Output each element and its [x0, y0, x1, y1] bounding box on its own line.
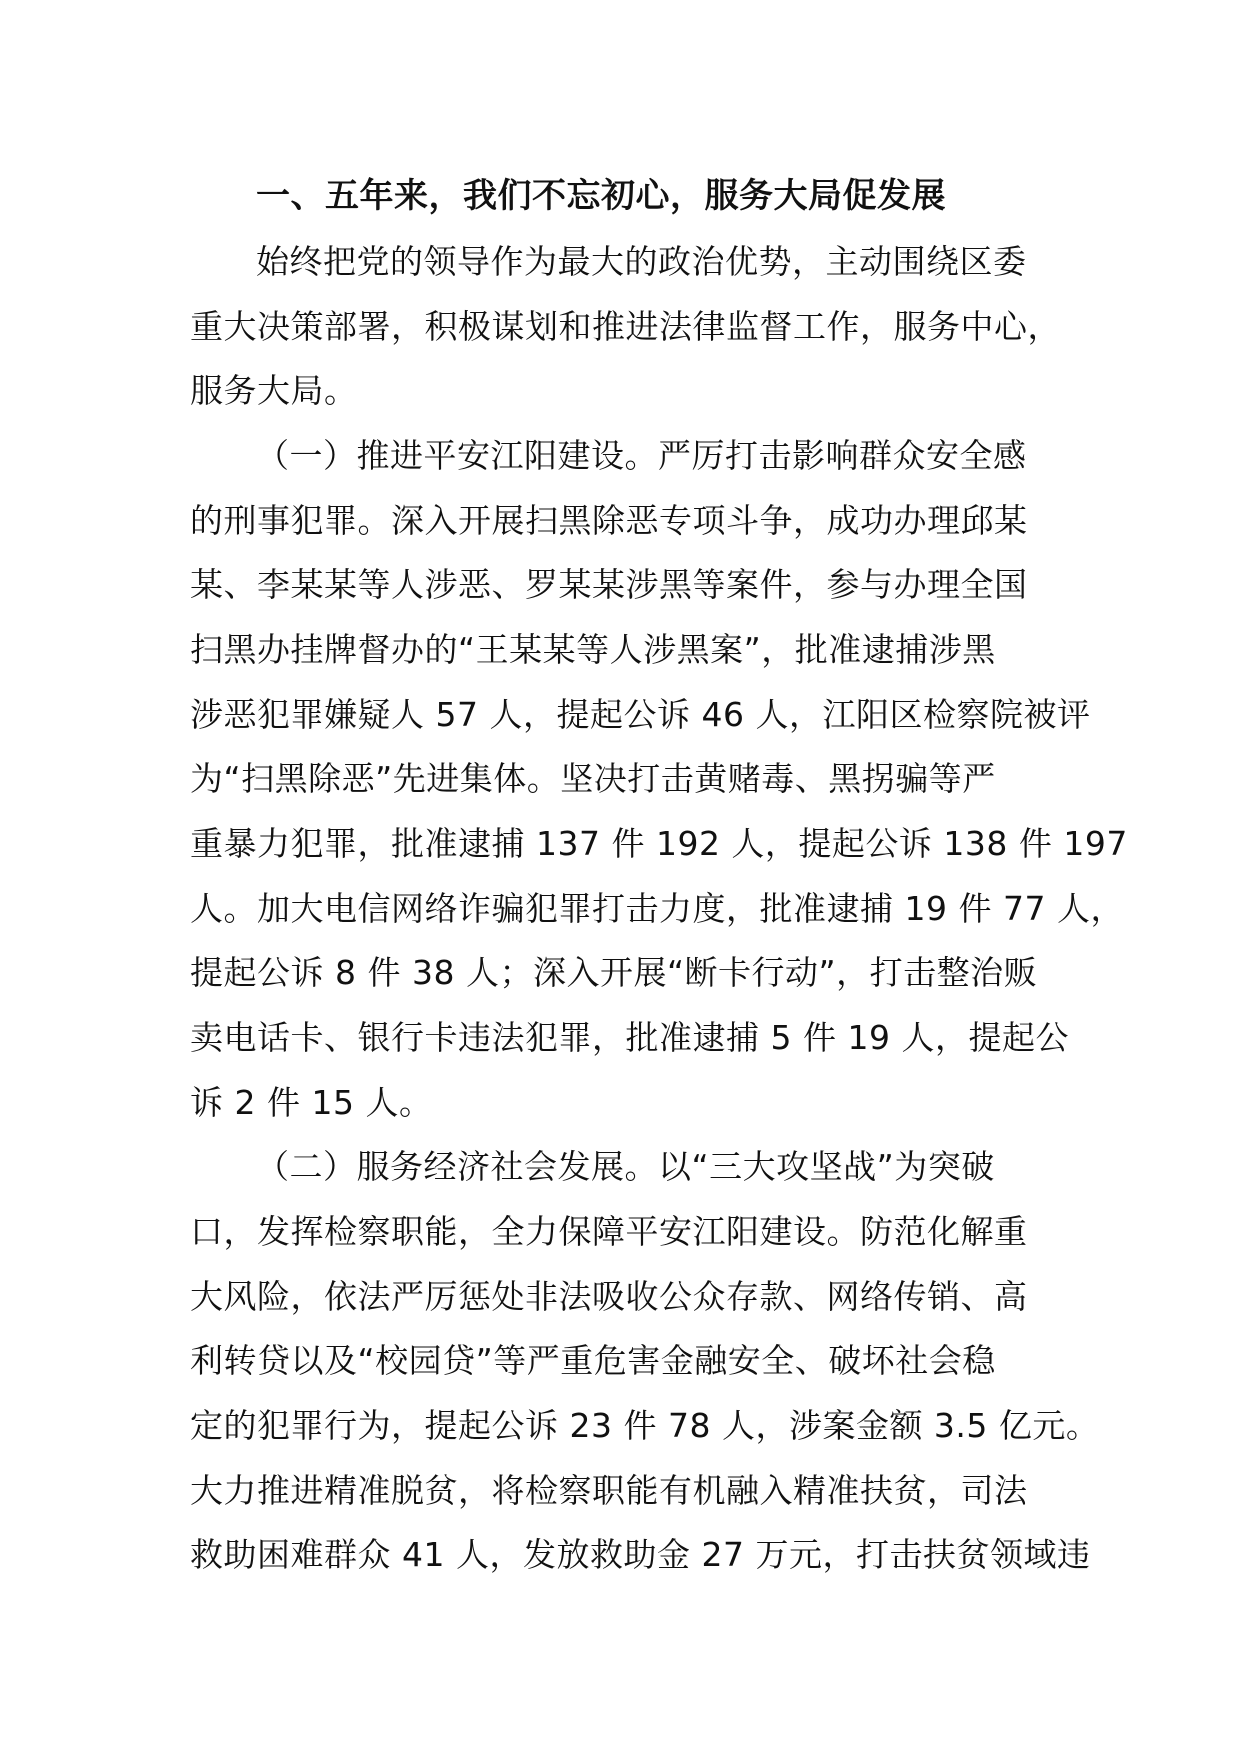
paragraph-line: 始终把党的领导作为最大的政治优势，主动围绕区委 — [256, 242, 1027, 281]
section-heading: 一、五年来，我们不忘初心，服务大局促发展 — [256, 176, 946, 216]
paragraph-line: 重大决策部署，积极谋划和推进法律监督工作，服务中心， — [190, 307, 1061, 346]
paragraph-line: 诉 2 件 15 人。 — [190, 1083, 433, 1122]
paragraph-line: 涉恶犯罪嫌疑人 57 人，提起公诉 46 人，江阳区检察院被评 — [190, 695, 1091, 734]
paragraph-line: 提起公诉 8 件 38 人；深入开展“断卡行动”，打击整治贩 — [190, 953, 1038, 992]
paragraph-line: 定的犯罪行为，提起公诉 23 件 78 人，涉案金额 3.5 亿元。 — [190, 1406, 1100, 1445]
paragraph-line: 为“扫黑除恶”先进集体。坚决打击黄赌毒、黑拐骗等严 — [190, 759, 996, 798]
paragraph-line: 口，发挥检察职能，全力保障平安江阳建设。防范化解重 — [190, 1212, 1028, 1251]
paragraph-line: 大风险，依法严厉惩处非法吸收公众存款、网络传销、高 — [190, 1277, 1028, 1316]
paragraph-line: （一）推进平安江阳建设。严厉打击影响群众安全感 — [256, 436, 1027, 475]
paragraph-line: （二）服务经济社会发展。以“三大攻坚战”为突破 — [256, 1147, 995, 1186]
paragraph-line: 的刑事犯罪。深入开展扫黑除恶专项斗争，成功办理邱某 — [190, 501, 1028, 540]
paragraph-line: 利转贷以及“校园贷”等严重危害金融安全、破坏社会稳 — [190, 1341, 996, 1380]
paragraph-line: 人。加大电信网络诈骗犯罪打击力度，批准逮捕 19 件 77 人， — [190, 889, 1124, 928]
paragraph-line: 大力推进精准脱贫，将检察职能有机融入精准扶贫，司法 — [190, 1471, 1028, 1510]
paragraph-line: 重暴力犯罪，批准逮捕 137 件 192 人，提起公诉 138 件 197 — [190, 824, 1128, 863]
paragraph-line: 卖电话卡、银行卡违法犯罪，批准逮捕 5 件 19 人，提起公 — [190, 1018, 1069, 1057]
paragraph-line: 服务大局。 — [190, 371, 358, 410]
paragraph-line: 救助困难群众 41 人，发放救助金 27 万元，打击扶贫领域违 — [190, 1535, 1091, 1574]
paragraph-line: 某、李某某等人涉恶、罗某某涉黑等案件，参与办理全国 — [190, 565, 1028, 604]
paragraph-line: 扫黑办挂牌督办的“王某某等人涉黑案”，批准逮捕涉黑 — [190, 630, 996, 669]
